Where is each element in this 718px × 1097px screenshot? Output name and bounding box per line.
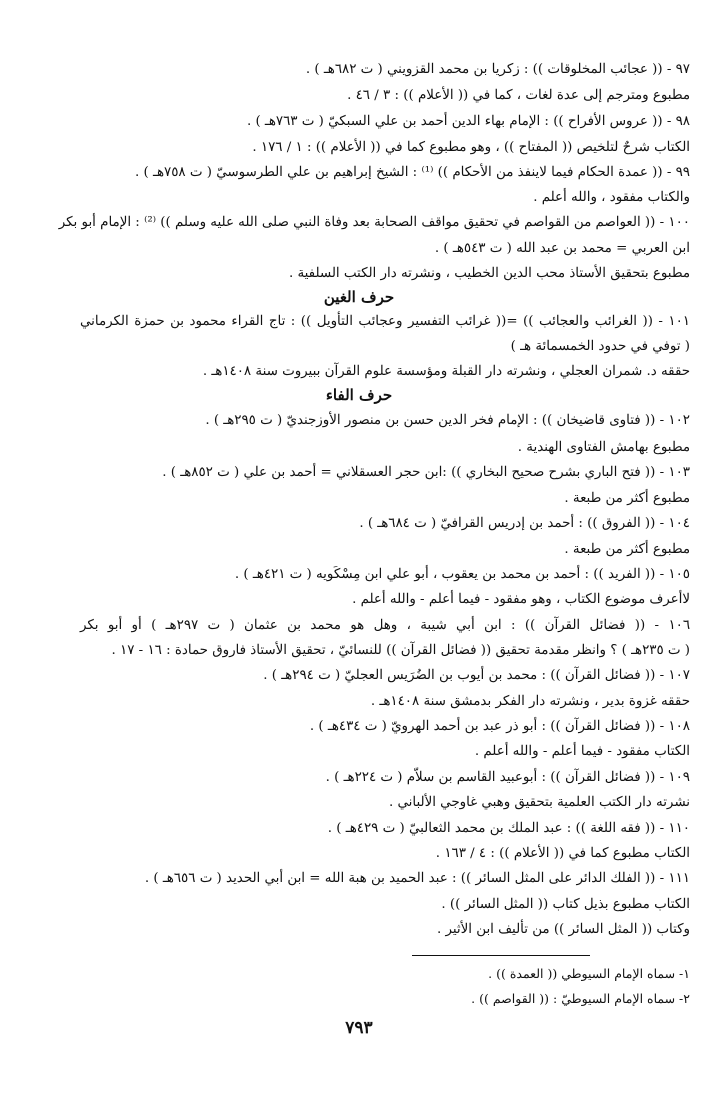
footnote-1: ١- سماه الإمام السيوطي (( العمدة )) . — [488, 966, 690, 981]
page-number: ٧٩٣ — [345, 1018, 373, 1038]
entry-104-note: مطبوع أكثر من طبعة . — [564, 542, 690, 557]
entry-111-note-2: وكتاب (( المثل السائر )) من تأليف ابن الأثير . — [436, 922, 690, 937]
entry-108: ١٠٨ - (( فضائل القرآن )) : أبو ذر عبد بن أحمد الهرويّ ( ت ٤٣٤هـ ) . — [309, 719, 690, 734]
entry-111-note: الكتاب مطبوع بذيل كتاب (( المثل السائر )) . — [441, 897, 690, 912]
entry-102: ١٠٢ - (( فتاوى قاضيخان )) : الإمام فخر الدين حسن بن منصور الأوزجنديّ ( ت ٢٩٥هـ ) . — [205, 413, 690, 428]
entry-109-note: نشرته دار الكتب العلمية بتحقيق وهبي غاوجي الألباني . — [388, 795, 690, 810]
entry-97-note: مطبوع ومترجم إلى عدة لغات ، كما في (( الأعلام )) : ٣ / ٤٦ . — [347, 88, 690, 103]
entry-108-note: الكتاب مفقود - فيما أعلم - والله أعلم . — [474, 744, 690, 759]
entry-98-note: الكتاب شرحٌ لتلخيص (( المفتاح )) ، وهو مطبوع كما في (( الأعلام )) : ١ / ١٧٦ . — [252, 140, 690, 155]
entry-105: ١٠٥ - (( الفريد )) : أحمد بن محمد بن يعقوب ، أبو علي ابن مِسْكَويه ( ت ٤٢١هـ ) . — [234, 567, 690, 582]
entry-101: ١٠١ - (( الغرائب والعجائب )) =(( غرائب التفسير وعجائب التأويل )) : تاج القراء محمود بن حمزة الكرماني — [80, 314, 690, 329]
entry-99: ٩٩ - (( عمدة الحكام فيما لاينفذ من الأحكام )) ⁽¹⁾ : الشيخ إبراهيم بن علي الطرسوسيّ ( ت ٧٥٨هـ ) . — [135, 165, 690, 180]
entry-102-note: مطبوع بهامش الفتاوى الهندية . — [517, 440, 690, 455]
entry-106: ١٠٦ - (( فضائل القرآن )) : ابن أبي شيبة ، وهل هو محمد بن عثمان ( ت ٢٩٧هـ ) أو أبو بكر — [80, 618, 691, 633]
entry-105-note: لاأعرف موضوع الكتاب ، وهو مفقود - فيما أعلم - والله أعلم . — [352, 592, 690, 607]
entry-99-note: والكتاب مفقود ، والله أعلم . — [533, 190, 690, 205]
section-heading-ghayn: حرف الغين — [323, 288, 395, 306]
entry-103-note: مطبوع أكثر من طبعة . — [564, 491, 690, 506]
entry-110-note: الكتاب مطبوع كما في (( الأعلام )) : ٤ / ١٦٣ . — [435, 846, 690, 861]
footnote-divider — [412, 955, 590, 956]
entry-109: ١٠٩ - (( فضائل القرآن )) : أبوعبيد القاسم بن سلاّم ( ت ٢٢٤هـ ) . — [325, 770, 690, 785]
entry-101-note: حققه د. شمران العجلي ، ونشرته دار القبلة ومؤسسة علوم القرآن ببيروت سنة ١٤٠٨هـ . — [202, 364, 690, 379]
entry-110: ١١٠ - (( فقه اللغة )) : عبد الملك بن محمد الثعالبيّ ( ت ٤٢٩هـ ) . — [327, 821, 690, 836]
entry-106-cont: ( ت ٢٣٥هـ ) ؟ وانظر مقدمة تحقيق (( فضائل القرآن )) للنسائيّ ، تحقيق الأستاذ فاروق حمادة : ١٦ - ١٧ . — [111, 643, 690, 658]
entry-97: ٩٧ - (( عجائب المخلوقات )) : زكريا بن محمد القزويني ( ت ٦٨٢هـ ) . — [305, 62, 690, 77]
entry-107: ١٠٧ - (( فضائل القرآن )) : محمد بن أيوب بن الضُرَيس العجليّ ( ت ٢٩٤هـ ) . — [263, 668, 690, 683]
entry-101-cont: ( توفي في حدود الخمسمائة هـ ) — [510, 339, 690, 354]
entry-103: ١٠٣ - (( فتح الباري بشرح صحيح البخاري )) :ابن حجر العسقلاني = أحمد بن علي ( ت ٨٥٢هـ ) . — [162, 465, 690, 480]
footnote-2: ٢- سماه الإمام السيوطيّ : (( القواصم )) . — [471, 991, 690, 1006]
section-heading-fa: حرف الفاء — [325, 386, 393, 404]
entry-98: ٩٨ - (( عروس الأفراح )) : الإمام بهاء الدين أحمد بن علي السبكيّ ( ت ٧٦٣هـ ) . — [246, 114, 690, 129]
entry-111: ١١١ - (( الفلك الدائر على المثل السائر )) : عبد الحميد بن هبة الله = ابن أبي الحديد ( ت ٦٥٦هـ ) . — [144, 871, 690, 886]
entry-104: ١٠٤ - (( الفروق )) : أحمد بن إدريس القرافيّ ( ت ٦٨٤هـ ) . — [359, 516, 690, 531]
entry-100-cont: ابن العربي = محمد بن عبد الله ( ت ٥٤٣هـ ) . — [434, 241, 690, 256]
entry-100-note: مطبوع بتحقيق الأستاذ محب الدين الخطيب ، ونشرته دار الكتب السلفية . — [288, 266, 690, 281]
entry-100: ١٠٠ - (( العواصم من القواصم في تحقيق مواقف الصحابة بعد وفاة النبي صلى الله عليه وسلم )) ⁽²⁾ : الإمام أبو بكر — [58, 215, 690, 230]
entry-107-note: حققه غزوة بدير ، ونشرته دار الفكر بدمشق سنة ١٤٠٨هـ . — [370, 694, 690, 709]
